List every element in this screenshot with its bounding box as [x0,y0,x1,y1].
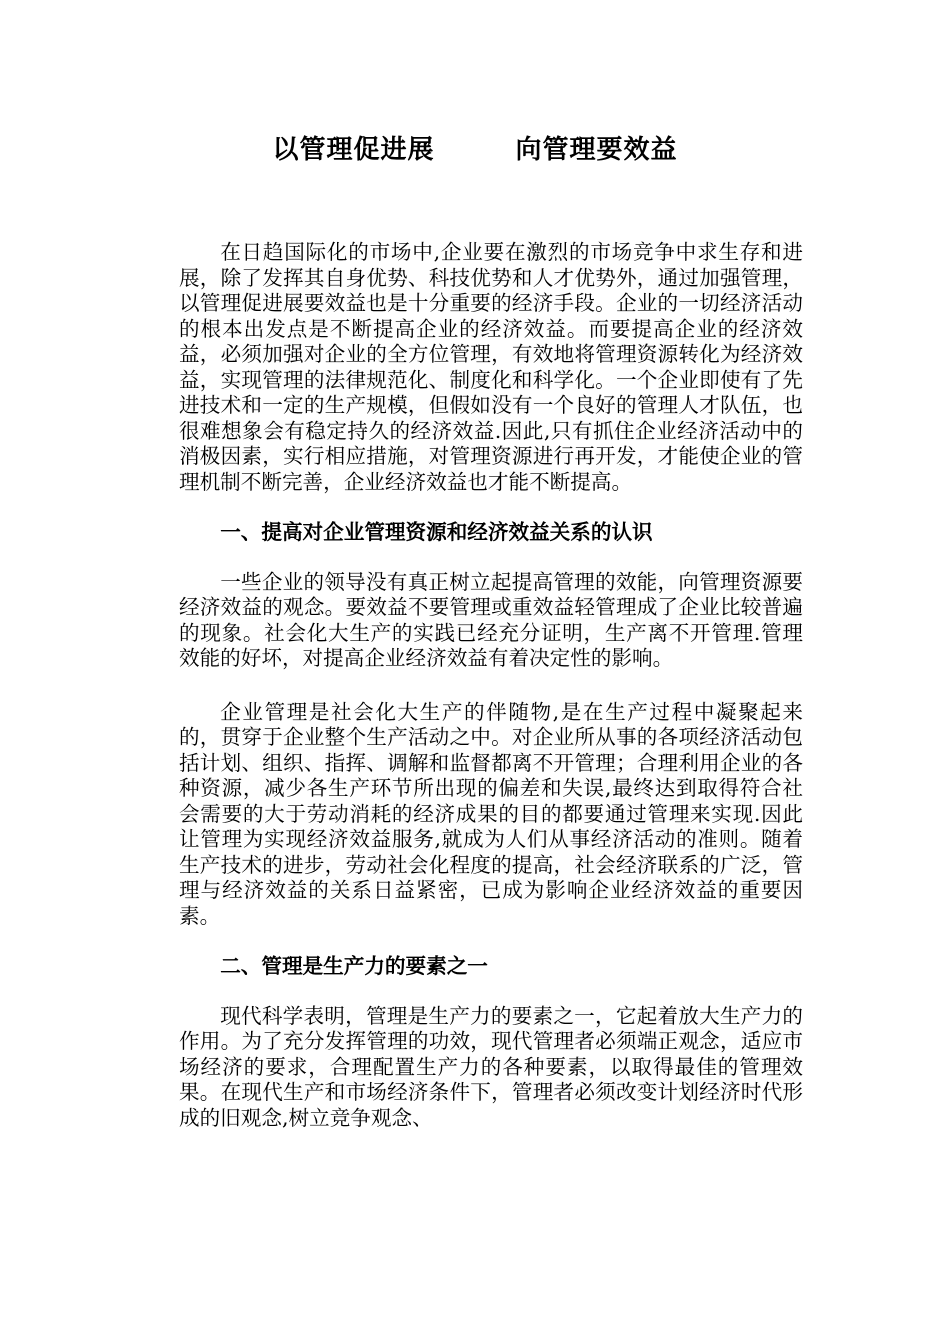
spacer [179,495,803,520]
section-2-paragraph-1: 现代科学表明，管理是生产力的要素之一，它起着放大生产力的作用。为了充分发挥管理的功效，现代管理者必须端正观念，适应市场经济的要求，合理配置生产力的各种要素，以取得最佳的管理效果。在现代生产和市场经济条件下，管理者必须改变计划经济时代形成的旧观念,树立竞争观念、 [179,1003,803,1130]
document-body [179,240,803,1131]
spacer [179,546,803,570]
spacer [179,929,803,954]
spacer [179,672,803,700]
section-1-heading: 一、提高对企业管理资源和经济效益关系的认识 [220,520,653,544]
intro-paragraph: 在日趋国际化的市场中,企业要在激烈的市场竞争中求生存和进展，除了发挥其自身优势、科技优势和人才优势外，通过加强管理，以管理促进展要效益也是十分重要的经济手段。企业的一切经济活动的根本出发点是不断提高企业的经济效益。而要提高企业的经济效益，必须加强对企业的全方位管理，有效地将管理资源转化为经济效益，实现管理的法律规范化、制度化和科学化。一个企业即使有了先进技术和一定的生产规模，但假如没有一个良好的管理人才队伍，也很难想象会有稳定持久的经济效益.因此,只有抓住企业经济活动中的消极因素，实行相应措施，对管理资源进行再开发，才能使企业的管理机制不断完善，企业经济效益也才能不断提高。 [179,240,803,494]
page-title: 以管理促进展 向管理要效益 [272,135,678,165]
section-2-heading: 二、管理是生产力的要素之一 [220,954,488,978]
section-1-paragraph-1: 一些企业的领导没有真正树立起提高管理的效能，向管理资源要经济效益的观念。要效益不要管理或重效益轻管理成了企业比较普遍的现象。社会化大生产的实践已经充分证明，生产离不开管理.管理效能的好坏，对提高企业经济效益有着决定性的影响。 [179,569,803,670]
section-1-paragraph-2: 企业管理是社会化大生产的伴随物,是在生产过程中凝聚起来的，贯穿于企业整个生产活动之中。对企业所从事的各项经济活动包括计划、组织、指挥、调解和监督都离不开管理；合理利用企业的各种资源，减少各生产环节所出现的偏差和失误,最终达到取得符合社会需要的大于劳动消耗的经济成果的目的都要通过管理来实现.因此让管理为实现经济效益服务,就成为人们从事经济活动的准则。随着生产技术的进步，劳动社会化程度的提高，社会经济联系的广泛，管理与经济效益的关系日益紧密，已成为影响企业经济效益的重要因素。 [179,699,803,928]
spacer [179,980,803,1004]
